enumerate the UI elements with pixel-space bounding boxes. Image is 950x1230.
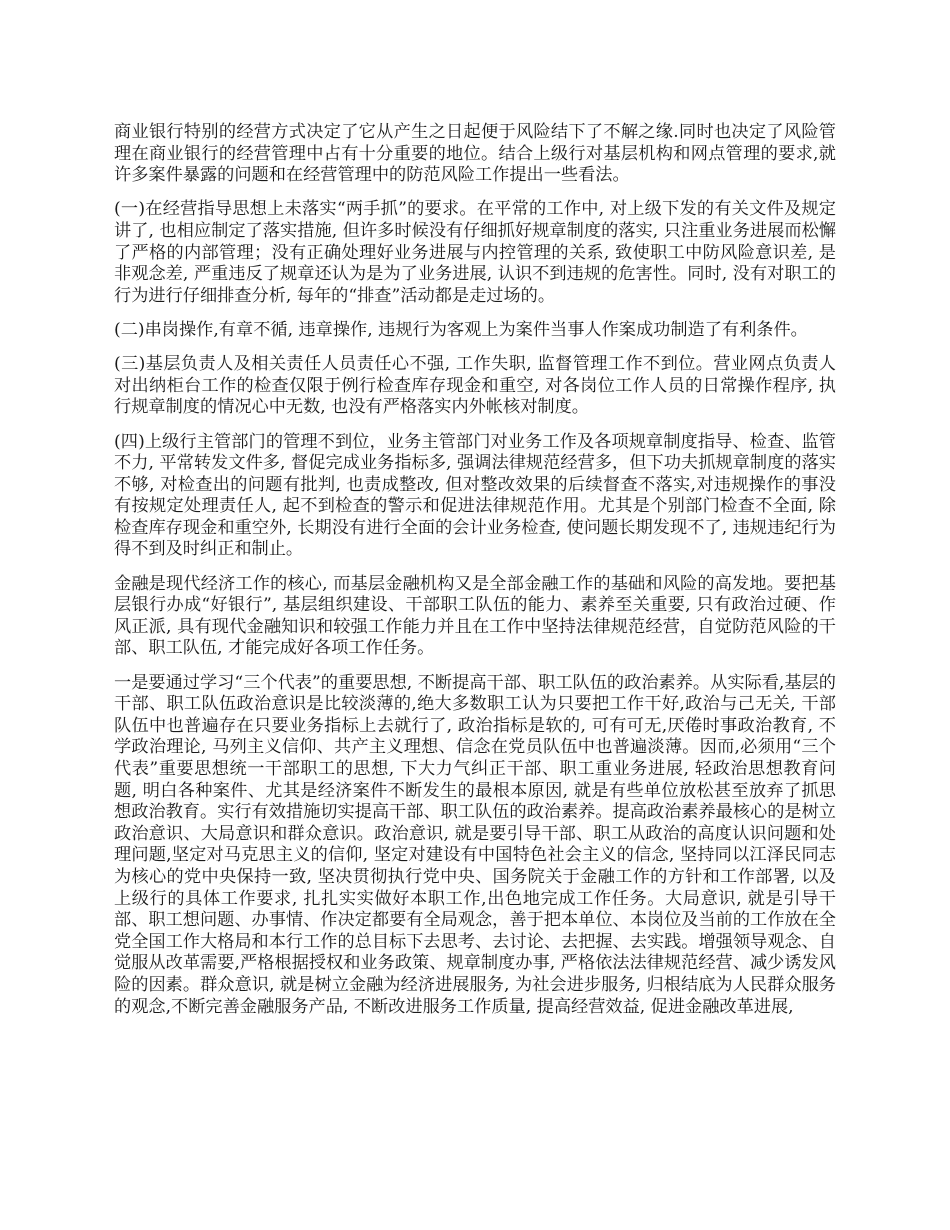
paragraph-point-3: (三)基层负责人及相关责任人员责任心不强, 工作失职, 监督管理工作不到位。营业网点负责人对出纳柜台工作的检查仅限于例行检查库存现金和重空, 对各岗位工作人员的日常操作程序, 执行规章制度的情况心中无数, 也没有严格落实内外帐核对制度。 [114,354,836,418]
paragraph-point-1: (一)在经营指导思想上未落实“两手抓”的要求。在平常的工作中, 对上级下发的有关文件及规定讲了, 也相应制定了落实措施, 但许多时候没有仔细抓好规章制度的落实, 只注重业务进展而松懈了严格的内部管理；没有正确处理好业务进展与内控管理的关系, 致使职工中防风险意识差, 是非观念差, 严重违反了规章还认为是为了业务进展, 认识不到违规的危害性。同时, 没有对职工的行为进行仔细排查分析, 每年的“排查”活动都是走过场的。 [114,199,836,306]
document-body [114,122,836,1031]
paragraph-point-2: (二)串岗操作,有章不循, 违章操作, 违规行为客观上为案件当事人作案成功制造了有利条件。 [114,319,808,340]
paragraph-finance-core: 金融是现代经济工作的核心, 而基层金融机构又是全部金融工作的基础和风险的高发地。要把基层银行办成“好银行”, 基层组织建设、干部职工队伍的能力、素养至关重要, 只有政治过硬、作风正派, 具有现代金融知识和较强工作能力并且在工作中坚持法律规范经营，自觉防范风险的干部、职工队伍, 才能完成好各项工作任务。 [114,573,836,659]
paragraph-first-measure: 一是要通过学习“三个代表”的重要思想, 不断提高干部、职工队伍的政治素养。从实际看,基层的干部、职工队伍政治意识是比较淡薄的,绝大多数职工认为只要把工作干好,政治与己无关, 干部队伍中也普遍存在只要业务指标上去就行了, 政治指标是软的, 可有可无,厌倦时事政治教育, 不学政治理论, 马列主义信仰、共产主义理想、信念在党员队伍中也普遍淡薄。因而,必须用“三个代表”重要思想统一干部职工的思想, 下大力气纠正干部、职工重业务进展, 轻政治思想教育问题, 明白各种案件、尤其是经济案件不断发生的最根本原因, 就是有些单位放松甚至放弃了抓思想政治教育。实行有效措施切实提高干部、职工队伍的政治素养。提高政治素养最核心的是树立政治意识、大局意识和群众意识。政治意识, 就是要引导干部、职工从政治的高度认识问题和处理问题,坚定对马克思主义的信仰, 坚定对建设有中国特色社会主义的信念, 坚持同以江泽民同志为核心的党中央保持一致, 坚决贯彻执行党中央、国务院关于金融工作的方针和工作部署, 以及上级行的具体工作要求, 扎扎实实做好本职工作,出色地完成工作任务。大局意识, 就是引导干部、职工想问题、办事情、作决定都要有全局观念，善于把本单位、本岗位及当前的工作放在全党全国工作大格局和本行工作的总目标下去思考、去讨论、去把握、去实践。增强领导观念、自觉服从改革需要,严格根据授权和业务政策、规章制度办事, 严格依法法律规范经营、减少诱发风险的因素。群众意识, 就是树立金融为经济进展服务, 为社会进步服务, 归根结底为人民群众服务的观念,不断完善金融服务产品, 不断改进服务工作质量, 提高经营效益, 促进金融改革进展, [114,672,836,1017]
paragraph-intro: 商业银行特别的经营方式决定了它从产生之日起便于风险结下了不解之缘.同时也决定了风险管理在商业银行的经营管理中占有十分重要的地位。结合上级行对基层机构和网点管理的要求,就许多案件暴露的问题和在经营管理中的防范风险工作提出一些看法。 [114,122,836,186]
paragraph-point-4: (四)上级行主管部门的管理不到位，业务主管部门对业务工作及各项规章制度指导、检查、监管不力, 平常转发文件多, 督促完成业务指标多, 强调法律规范经营多，但下功夫抓规章制度的落实不够, 对检查出的问题有批判, 也责成整改, 但对整改效果的后续督查不落实,对违规操作的事没有按规定处理责任人, 起不到检查的警示和促进法律规范作用。尤其是个别部门检查不全面, 除检查库存现金和重空外, 长期没有进行全面的会计业务检查, 使问题长期发现不了, 违规违纪行为得不到及时纠正和制止。 [114,431,836,560]
